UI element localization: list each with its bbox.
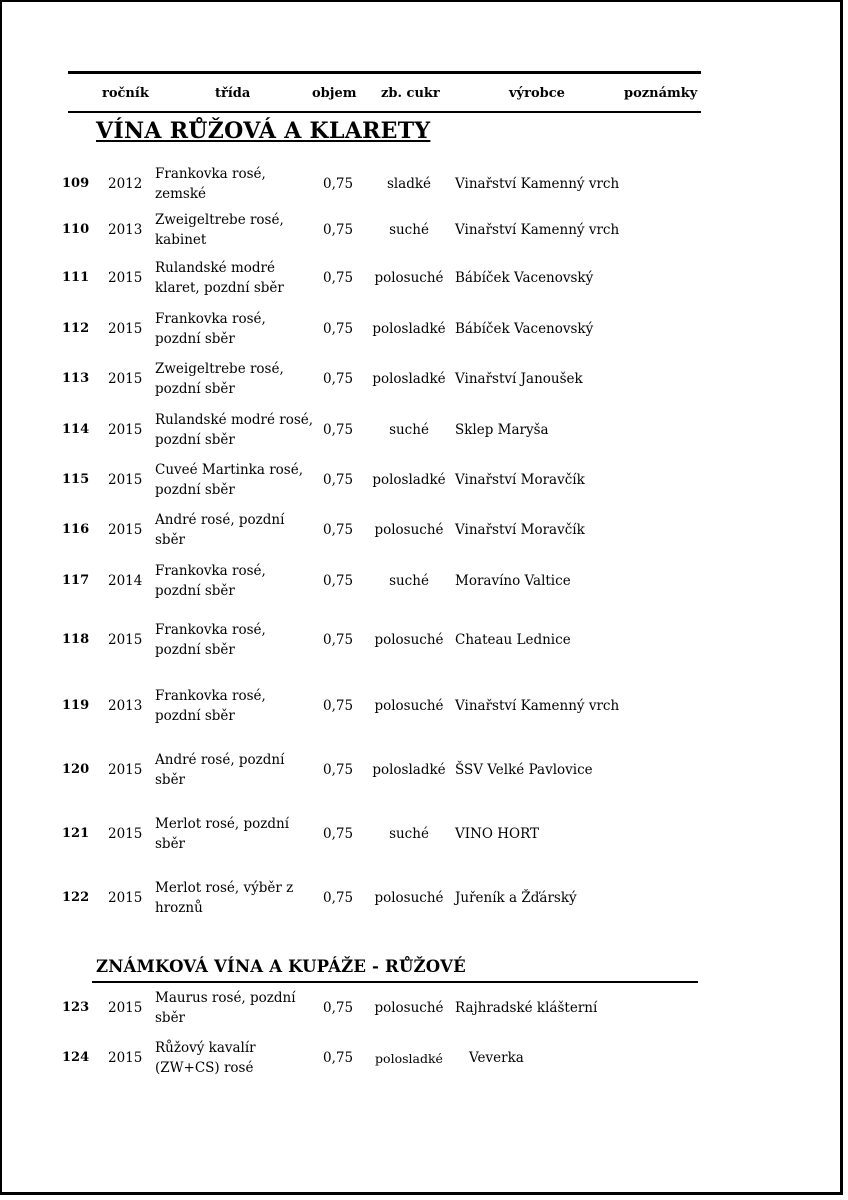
row-producer: Vinařství Janoušek (455, 371, 583, 387)
row-producer: VINO HORT (455, 826, 540, 842)
row-year: 2015 (108, 826, 143, 842)
row-number: 123 (62, 1000, 90, 1015)
row-year: 2015 (108, 371, 143, 387)
table-row (2, 880, 845, 928)
row-year: 2015 (108, 1050, 143, 1066)
row-sugar: suché (389, 222, 429, 238)
section-title-brands: ZNÁMKOVÁ VÍNA A KUPÁŽE - RŮŽOVÉ (96, 957, 466, 976)
row-producer: Vinařství Kamenný vrch (455, 222, 620, 238)
row-producer: Vinařství Kamenný vrch (455, 176, 620, 192)
table-row (2, 563, 845, 611)
row-class: Merlot rosé, pozdní sběr (155, 816, 290, 852)
row-number: 117 (62, 573, 90, 588)
table-row (2, 1040, 845, 1088)
row-volume: 0,75 (323, 371, 354, 387)
row-sugar: polosuché (374, 270, 444, 286)
row-producer: Juřeník a Žďárský (455, 890, 577, 906)
row-volume: 0,75 (323, 522, 354, 538)
row-class: Frankovka rosé, pozdní sběr (155, 688, 266, 724)
row-year: 2013 (108, 698, 143, 714)
row-sugar: polosladké (372, 472, 446, 488)
row-year: 2015 (108, 890, 143, 906)
row-producer: Vinařství Moravčík (455, 522, 585, 538)
row-producer: Vinařství Kamenný vrch (455, 698, 620, 714)
row-sugar: polosladké (372, 762, 446, 778)
header-trida: třída (215, 86, 251, 101)
table-row (2, 462, 845, 510)
row-year: 2012 (108, 176, 143, 192)
row-sugar: sladké (386, 176, 432, 192)
row-class: Rulandské modré rosé, pozdní sběr (155, 412, 314, 448)
table-row (2, 990, 845, 1038)
table-row (2, 260, 845, 308)
table-row (2, 752, 845, 800)
row-producer: Bábíček Vacenovský (455, 270, 594, 286)
table-row (2, 166, 845, 214)
row-class: Růžový kavalír (ZW+CS) rosé (155, 1040, 256, 1076)
row-number: 115 (62, 472, 90, 487)
section-brands-rule (92, 981, 698, 983)
row-number: 109 (62, 176, 90, 191)
header-poznamky: poznámky (624, 86, 698, 101)
row-sugar: polosuché (374, 890, 444, 906)
row-sugar: polosladké (375, 1051, 443, 1066)
row-number: 114 (62, 422, 90, 437)
row-number: 121 (62, 826, 90, 841)
table-row (2, 361, 845, 409)
row-producer: Chateau Lednice (455, 632, 571, 648)
row-class: Merlot rosé, výběr z hroznů (155, 880, 294, 916)
row-producer: Moravíno Valtice (455, 573, 571, 589)
row-producer: Bábíček Vacenovský (455, 321, 594, 337)
header-rocnik: ročník (102, 86, 149, 101)
row-volume: 0,75 (323, 826, 354, 842)
row-producer: ŠSV Velké Pavlovice (455, 762, 593, 778)
row-number: 118 (62, 632, 90, 647)
row-year: 2015 (108, 472, 143, 488)
row-class: André rosé, pozdní sběr (155, 752, 285, 788)
row-producer: Vinařství Moravčík (455, 472, 585, 488)
row-class: Cuveé Martinka rosé, pozdní sběr (155, 462, 303, 498)
row-year: 2015 (108, 270, 143, 286)
row-sugar: polosladké (372, 321, 446, 337)
row-year: 2014 (108, 573, 143, 589)
row-number: 112 (62, 321, 90, 336)
row-sugar: polosuché (374, 698, 444, 714)
table-row (2, 311, 845, 359)
row-volume: 0,75 (323, 422, 354, 438)
row-class: Zweigeltrebe rosé, pozdní sběr (155, 361, 284, 397)
row-class: André rosé, pozdní sběr (155, 512, 285, 548)
row-volume: 0,75 (323, 890, 354, 906)
row-number: 120 (62, 762, 90, 777)
row-volume: 0,75 (323, 1050, 354, 1066)
row-class: Frankovka rosé, pozdní sběr (155, 622, 266, 658)
row-class: Zweigeltrebe rosé, kabinet (155, 212, 284, 248)
row-sugar: suché (389, 422, 429, 438)
header-cukr: zb. cukr (381, 86, 440, 101)
row-class: Frankovka rosé, zemské (155, 166, 266, 202)
row-year: 2015 (108, 321, 143, 337)
row-sugar: polosuché (374, 522, 444, 538)
row-class: Maurus rosé, pozdní sběr (155, 990, 296, 1026)
row-volume: 0,75 (323, 632, 354, 648)
row-volume: 0,75 (323, 573, 354, 589)
row-year: 2015 (108, 422, 143, 438)
row-number: 111 (62, 270, 90, 285)
row-year: 2015 (108, 522, 143, 538)
row-number: 124 (62, 1050, 90, 1065)
row-year: 2015 (108, 762, 143, 778)
header-vyrobce: výrobce (509, 86, 565, 101)
row-producer: Veverka (469, 1050, 524, 1066)
row-volume: 0,75 (323, 472, 354, 488)
row-sugar: polosuché (374, 1000, 444, 1016)
row-number: 122 (62, 890, 90, 905)
section-title-roses: VÍNA RŮŽOVÁ A KLARETY (96, 118, 431, 144)
row-number: 113 (62, 371, 90, 386)
row-sugar: suché (389, 826, 429, 842)
row-sugar: polosladké (372, 371, 446, 387)
header-top-rule (68, 71, 701, 74)
row-producer: Rajhradské klášterní (455, 1000, 598, 1016)
table-row (2, 688, 845, 736)
row-sugar: suché (389, 573, 429, 589)
row-class: Frankovka rosé, pozdní sběr (155, 563, 266, 599)
row-volume: 0,75 (323, 270, 354, 286)
row-class: Frankovka rosé, pozdní sběr (155, 311, 266, 347)
row-class: Rulandské modré klaret, pozdní sběr (155, 260, 284, 296)
table-row (2, 212, 845, 260)
row-producer: Sklep Maryša (455, 422, 549, 438)
row-year: 2015 (108, 632, 143, 648)
row-volume: 0,75 (323, 1000, 354, 1016)
row-volume: 0,75 (323, 321, 354, 337)
row-volume: 0,75 (323, 698, 354, 714)
row-year: 2013 (108, 222, 143, 238)
header-objem: objem (312, 86, 357, 101)
table-row (2, 412, 845, 460)
row-number: 116 (62, 522, 90, 537)
row-year: 2015 (108, 1000, 143, 1016)
table-row (2, 512, 845, 560)
table-row (2, 816, 845, 864)
row-volume: 0,75 (323, 762, 354, 778)
table-row (2, 622, 845, 670)
row-number: 119 (62, 698, 90, 713)
row-number: 110 (62, 222, 90, 237)
header-bottom-rule (68, 111, 701, 113)
row-volume: 0,75 (323, 222, 354, 238)
row-sugar: polosuché (374, 632, 444, 648)
row-volume: 0,75 (323, 176, 354, 192)
